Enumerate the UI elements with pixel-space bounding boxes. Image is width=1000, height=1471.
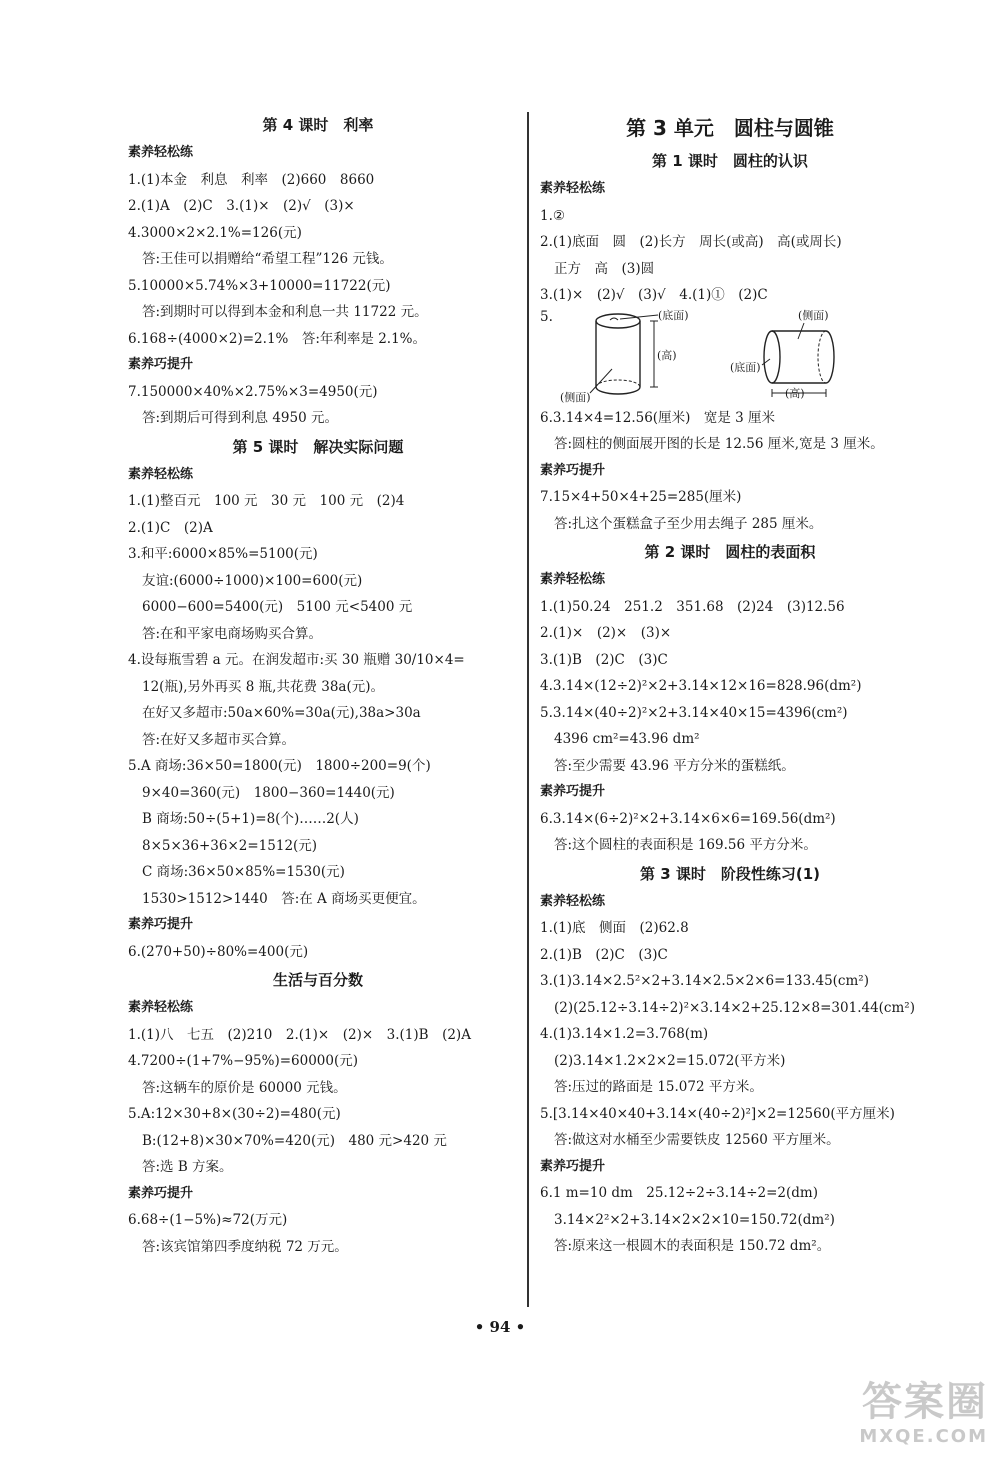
answer-line: 5.10000×5.74%×3+10000=11722(元): [128, 277, 391, 294]
answer-line-indented: 答:到期时可以得到本金和利息一共 11722 元。: [142, 304, 428, 320]
cylinder-figure: [540, 309, 920, 405]
answer-line-indented: 12(瓶),另外再买 8 瓶,共花费 38a(元)。: [142, 678, 385, 695]
label-side-2: (侧面): [798, 308, 829, 322]
answer-line: 1.②: [540, 207, 565, 224]
cylinder-diagram: [560, 309, 860, 405]
answer-line: 1.(1)八 七五 (2)210 2.(1)× (2)× 3.(1)B (2)A: [128, 1026, 471, 1043]
answer-line-indented: B:(12+8)×30×70%=420(元) 480 元>420 元: [142, 1132, 447, 1149]
lesson-title: 第 5 课时 解决实际问题: [232, 437, 404, 456]
answer-line: 2.(1)B (2)C (3)C: [540, 946, 668, 963]
section-label: 素养巧提升: [128, 917, 194, 932]
answer-line: 2.(1)底面 圆 (2)长方 周长(或高) 高(或周长): [540, 234, 842, 250]
label-height-2: (高): [785, 386, 805, 400]
right-column: [540, 110, 920, 1260]
answer-line-indented: 4396 cm²=43.96 dm²: [554, 731, 700, 747]
answer-line-indented: 答:王佳可以捐赠给“希望工程”126 元钱。: [142, 251, 393, 267]
section-label: 素养巧提升: [540, 462, 606, 478]
answer-line: 7.150000×40%×2.75%×3=4950(元): [128, 383, 378, 400]
label-height: (高): [657, 348, 677, 362]
lesson-title: 第 2 课时 圆柱的表面积: [644, 543, 816, 561]
label-base-2: (底面): [730, 360, 761, 374]
lesson-title: 生活与百分数: [272, 971, 363, 989]
answer-line-indented: 6000−600=5400(元) 5100 元<5400 元: [142, 599, 413, 615]
lesson-title: 第 1 课时 圆柱的认识: [652, 152, 808, 170]
answer-line: 1.(1)整百元 100 元 30 元 100 元 (2)4: [128, 493, 405, 509]
answer-line-indented: C 商场:36×50×85%=1530(元): [142, 864, 345, 880]
section-label: 素养巧提升: [540, 1158, 606, 1174]
watermark-url: MXQE.COM: [859, 1426, 988, 1447]
answer-line: 6.68÷(1−5%)≈72(万元): [128, 1212, 288, 1228]
section-label: 素养巧提升: [128, 357, 194, 372]
answer-line: 1.(1)本金 利息 利率 (2)660 8660: [128, 171, 375, 188]
watermark: [808, 1378, 988, 1458]
label-base: (底面): [658, 308, 689, 322]
answer-line-indented: 3.14×2²×2+3.14×2×2×10=150.72(dm²): [554, 1211, 835, 1228]
answer-line: 5.3.14×(40÷2)²×2+3.14×40×15=4396(cm²): [540, 704, 848, 721]
answer-line-indented: 答:到期后可得到利息 4950 元。: [142, 410, 338, 426]
answer-line: 2.(1)C (2)A: [128, 519, 213, 536]
answer-line: 4.7200÷(1+7%−95%)=60000(元): [128, 1053, 359, 1069]
answer-line: 5.[3.14×40×40+3.14×(40÷2)²]×2=12560(平方厘米): [540, 1105, 895, 1122]
section-label: 素养轻松练: [128, 145, 194, 160]
answer-line-indented: (2)3.14×1.2×2×2=15.072(平方米): [554, 1052, 786, 1069]
left-column: [128, 110, 508, 1260]
answer-line-indented: 答:这个圆柱的表面积是 169.56 平方分米。: [554, 837, 817, 853]
horizontal-cylinder: [730, 309, 834, 400]
label-side: (侧面): [560, 390, 591, 404]
section-label: 素养巧提升: [540, 784, 606, 799]
answer-line: 6.168÷(4000×2)=2.1% 答:年利率是 2.1%。: [128, 330, 426, 347]
page-number: • 94 •: [474, 1318, 526, 1336]
answer-line: 6.3.14×(6÷2)²×2+3.14×6×6=169.56(dm²): [540, 810, 836, 827]
answer-line: 4.3000×2×2.1%=126(元): [128, 224, 302, 241]
answer-line-indented: 答:这辆车的原价是 60000 元钱。: [142, 1079, 347, 1096]
answer-line-indented: 答:在好又多超市买合算。: [142, 731, 296, 748]
answer-line: 2.(1)× (2)× (3)×: [540, 625, 672, 641]
answer-line-indented: 8×5×36+36×2=1512(元): [142, 837, 318, 854]
vertical-cylinder: [560, 309, 689, 404]
answer-line-indented: 答:至少需要 43.96 平方分米的蛋糕纸。: [554, 757, 795, 774]
answer-line-indented: 答:扎这个蛋糕盒子至少用去绳子 285 厘米。: [554, 515, 823, 532]
answer-line-indented: (2)(25.12÷3.14÷2)²×3.14×2+25.12×8=301.44(cm²): [554, 999, 915, 1016]
watermark-logo: 答案圈: [862, 1379, 988, 1425]
unit-title: 第 3 单元 圆柱与圆锥: [626, 116, 834, 140]
answer-line: 3.(1)× (2)√ (3)√ 4.(1)① (2)C: [540, 287, 768, 303]
answer-line-indented: 答:在和平家电商场购买合算。: [142, 625, 323, 642]
answer-line: 4.设每瓶雪碧 a 元。在润发超市:买 30 瓶赠 30/10×4=: [128, 652, 465, 668]
section-label: 素养轻松练: [540, 181, 606, 196]
answer-line-indented: 答:圆柱的侧面展开图的长是 12.56 厘米,宽是 3 厘米。: [554, 436, 884, 452]
section-label: 素养轻松练: [128, 466, 194, 482]
answer-line-indented: 9×40=360(元) 1800−360=1440(元): [142, 784, 395, 801]
answer-line: 5.A 商场:36×50=1800(元) 1800÷200=9(个): [128, 758, 431, 774]
answer-line-indented: 答:压过的路面是 15.072 平方米。: [554, 1079, 763, 1095]
answer-line-indented: 答:原来这一根圆木的表面积是 150.72 dm²。: [554, 1238, 831, 1254]
lesson-title: 第 4 课时 利率: [262, 116, 374, 134]
answer-line-indented: 答:选 B 方案。: [142, 1159, 233, 1175]
section-label: 素养轻松练: [540, 893, 606, 909]
section-label: 素养巧提升: [128, 1185, 194, 1201]
answer-line-indented: 1530>1512>1440 答:在 A 商场买更便宜。: [142, 890, 426, 907]
answer-line: 4.(1)3.14×1.2=3.768(m): [540, 1026, 709, 1042]
section-label: 素养轻松练: [128, 1000, 194, 1015]
answer-line: 6.3.14×4=12.56(厘米) 宽是 3 厘米: [540, 409, 776, 426]
answer-line: 1.(1)底 侧面 (2)62.8: [540, 920, 689, 936]
answer-line: 2.(1)A (2)C 3.(1)× (2)√ (3)×: [128, 198, 355, 214]
answer-line-indented: 友谊:(6000÷1000)×100=600(元): [142, 572, 363, 589]
answer-line-indented: 答:该宾馆第四季度纳税 72 万元。: [142, 1238, 348, 1255]
answer-line: 5.A:12×30+8×(30÷2)=480(元): [128, 1106, 341, 1122]
column-divider: [527, 112, 529, 1307]
lesson-title: 第 3 课时 阶段性练习(1): [639, 864, 821, 883]
answer-line: 6.1 m=10 dm 25.12÷2÷3.14÷2=2(dm): [540, 1185, 818, 1201]
answer-line: 3.(1)3.14×2.5²×2+3.14×2.5×2×6=133.45(cm²): [540, 973, 869, 989]
answer-line: 6.(270+50)÷80%=400(元): [128, 943, 309, 960]
answer-line: 3.(1)B (2)C (3)C: [540, 651, 668, 668]
answer-line: 7.15×4+50×4+25=285(厘米): [540, 489, 742, 505]
answer-line-indented: 答:做这对水桶至少需要铁皮 12560 平方厘米。: [554, 1132, 840, 1148]
answer-line: 4.3.14×(12÷2)²×2+3.14×12×16=828.96(dm²): [540, 678, 862, 694]
answer-line: 1.(1)50.24 251.2 351.68 (2)24 (3)12.56: [540, 598, 845, 615]
answer-line-indented: 在好又多超市:50a×60%=30a(元),38a>30a: [142, 705, 421, 721]
answer-line-indented: B 商场:50÷(5+1)=8(个)……2(人): [142, 811, 359, 827]
answer-line-indented: 正方 高 (3)圆: [554, 260, 655, 277]
figure-number: 5.: [540, 308, 553, 325]
section-label: 素养轻松练: [540, 572, 606, 587]
answer-line: 3.和平:6000×85%=5100(元): [128, 546, 318, 562]
